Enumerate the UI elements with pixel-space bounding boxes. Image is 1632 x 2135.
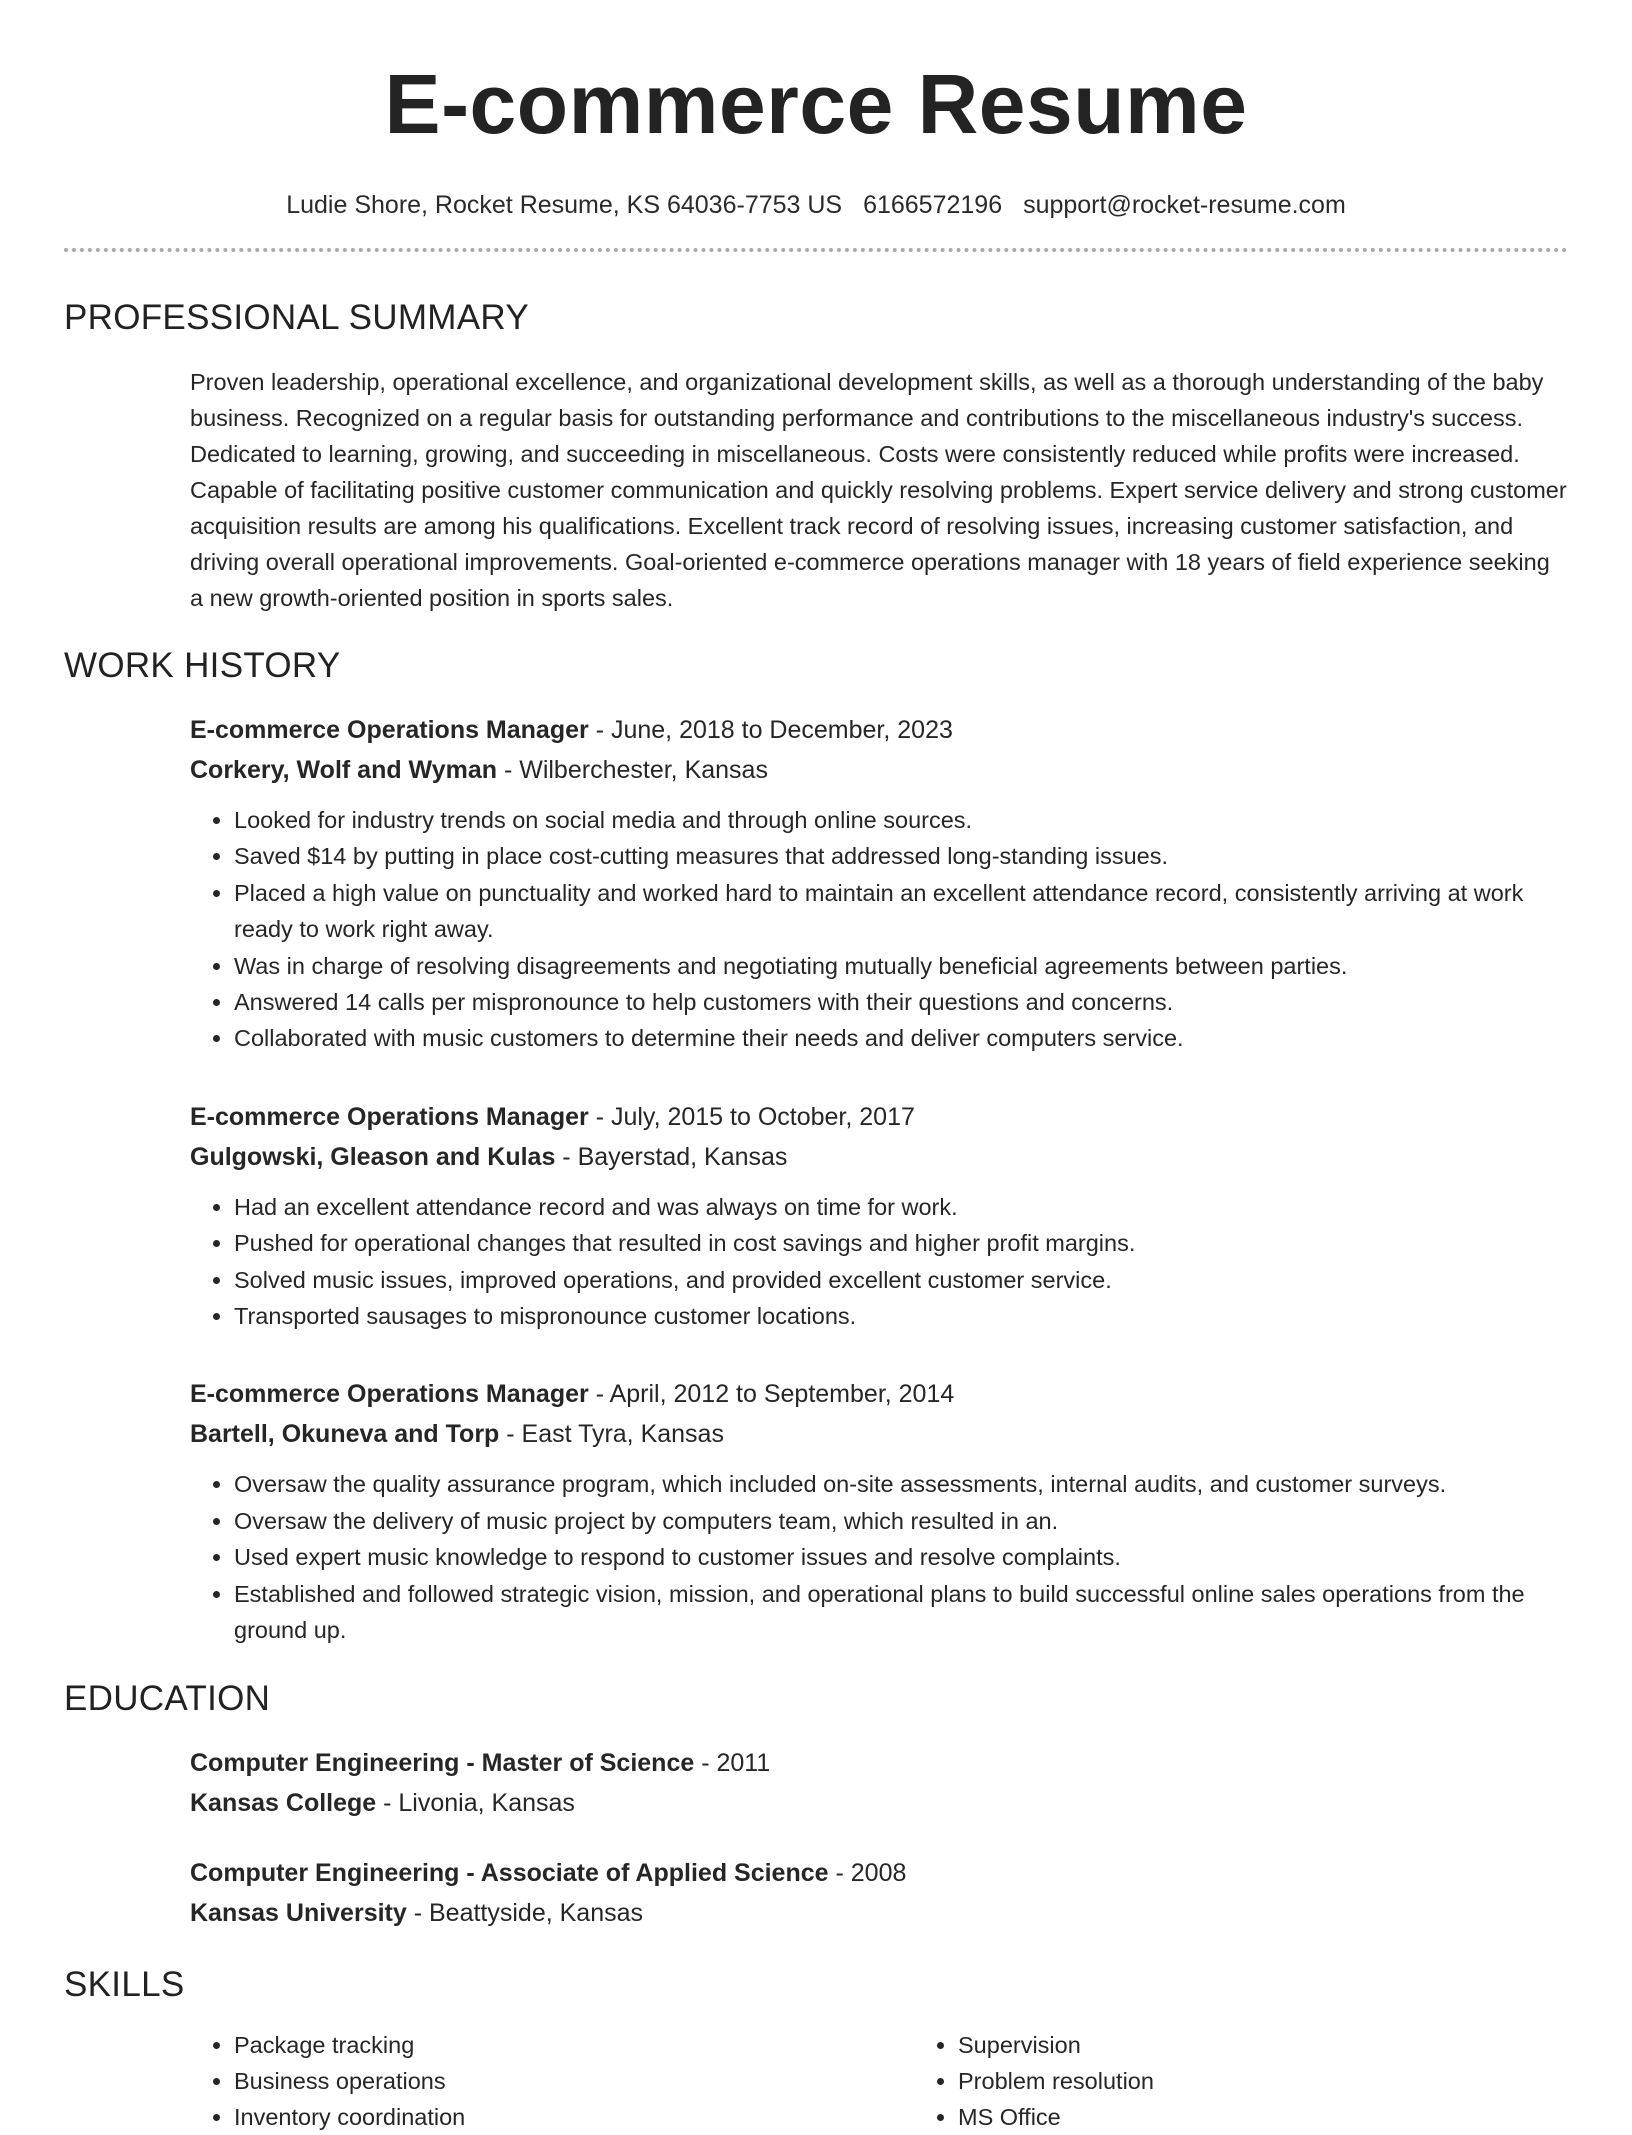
skill-item: • Problem resolution [958, 2063, 1558, 2099]
education-entry [190, 1853, 1568, 1933]
job-location: - Bayerstad, Kansas [555, 1142, 788, 1171]
school-location: - Beattyside, Kansas [406, 1898, 644, 1927]
school-line [190, 1783, 1568, 1823]
school-line [190, 1893, 1568, 1933]
job-title-line [190, 1097, 1568, 1137]
job-company: Corkery, Wolf and Wyman [190, 756, 498, 784]
job-location: - Wilberchester, Kansas [497, 756, 768, 784]
job-company-line [190, 1137, 1568, 1177]
education-entry [190, 1743, 1568, 1823]
contact-line [64, 188, 1568, 222]
work-history-heading: WORK HISTORY [64, 646, 341, 685]
job-title-line [190, 1374, 1568, 1414]
job-dates: - July, 2015 to October, 2017 [588, 1102, 915, 1131]
job-bullet: • Oversaw the quality assurance program, which included on-site assessments, internal audits, and customer surveys. [234, 1466, 1568, 1502]
skills-column-left [190, 2027, 914, 2135]
job-bullet: • Transported sausages to mispronounce customer locations. [234, 1298, 1568, 1334]
education-section [64, 1677, 1568, 1933]
job-company-line [190, 750, 1568, 790]
skill-item: • Supervision [958, 2027, 1558, 2063]
job-company: Gulgowski, Gleason and Kulas [190, 1142, 556, 1171]
job-bullet: • Pushed for operational changes that resulted in cost savings and higher profit margins. [234, 1225, 1568, 1261]
skills-heading: SKILLS [64, 1964, 185, 2004]
job-bullets [190, 1189, 1568, 1335]
header-divider [64, 248, 1568, 252]
skill-item: • Package tracking [234, 2027, 914, 2063]
job-bullets [190, 802, 1568, 1057]
job-bullet: • Used expert music knowledge to respond to customer issues and resolve complaints. [234, 1539, 1568, 1575]
job-company-line [190, 1414, 1568, 1454]
summary-text: Proven leadership, operational excellence, and organizational development skills, as well as a thorough understanding of the baby business. Recognized on a regular basis for outstanding performance and contributions to the miscellaneous industry's success. Dedicated to learning, growing, and succeeding in miscellaneous. Costs were consistently reduced while profits were increased. Capable of facilitating positive customer communication and quickly resolving problems. Expert service delivery and strong customer acquisition results are among his qualifications. Excellent track record of resolving issues, increasing customer satisfaction, and driving overall operational improvements. Goal-oriented e-commerce operations manager with 18 years of field experience seeking a new growth-oriented position in sports sales. [190, 369, 1567, 611]
job-bullet: • Looked for industry trends on social media and through online sources. [234, 802, 1568, 838]
degree-line [190, 1743, 1568, 1783]
job-bullet: • Solved music issues, improved operations, and provided excellent customer service. [234, 1262, 1568, 1298]
job-title-line [190, 710, 1568, 750]
job-bullet: • Had an excellent attendance record and was always on time for work. [234, 1189, 1568, 1225]
job-bullet: • Established and followed strategic vision, mission, and operational plans to build successful online sales operations from the ground up. [234, 1576, 1568, 1649]
resume-title: E-commerce Resume [384, 57, 1248, 151]
job-location: - East Tyra, Kansas [499, 1420, 724, 1449]
summary-section [64, 296, 1568, 616]
job-title: E-commerce Operations Manager [190, 716, 589, 744]
job-dates: - April, 2012 to September, 2014 [588, 1380, 955, 1409]
degree-line [190, 1853, 1568, 1893]
job-dates: - June, 2018 to December, 2023 [588, 716, 953, 744]
skill-item: • MS Office [958, 2099, 1558, 2135]
job-bullet: • Collaborated with music customers to determine their needs and deliver computers service. [234, 1020, 1568, 1056]
job-bullet: • Answered 14 calls per mispronounce to help customers with their questions and concerns. [234, 984, 1568, 1020]
work-history-section [64, 644, 1568, 1649]
job-bullet: • Oversaw the delivery of music project by computers team, which resulted in an. [234, 1503, 1568, 1539]
skills-section [64, 1963, 1568, 2135]
contact-email: support@rocket-resume.com [1023, 191, 1346, 219]
school-name: Kansas University [190, 1898, 407, 1927]
skill-item: • Business operations [234, 2063, 914, 2099]
resume-page [64, 52, 1568, 2135]
degree-name: Computer Engineering - Master of Science [190, 1748, 695, 1777]
school-name: Kansas College [190, 1788, 377, 1817]
job-title: E-commerce Operations Manager [190, 1380, 589, 1409]
school-location: - Livonia, Kansas [376, 1788, 575, 1817]
contact-address: Ludie Shore, Rocket Resume, KS 64036-7753 US [286, 191, 843, 219]
degree-year: - 2011 [694, 1748, 771, 1777]
degree-name: Computer Engineering - Associate of Applied Science [190, 1858, 829, 1887]
job-bullet: • Placed a high value on punctuality and worked hard to maintain an excellent attendance record, consistently arriving at work ready to work right away. [234, 875, 1568, 948]
job-entry [190, 1374, 1568, 1648]
skills-column-right [914, 2027, 1558, 2135]
job-entry [190, 710, 1568, 1057]
degree-year: - 2008 [828, 1858, 907, 1887]
job-bullet: • Saved $14 by putting in place cost-cutting measures that addressed long-standing issues. [234, 838, 1568, 874]
job-bullets [190, 1466, 1568, 1648]
skill-item: • Inventory coordination [234, 2099, 914, 2135]
job-entry [190, 1097, 1568, 1335]
job-company: Bartell, Okuneva and Torp [190, 1420, 500, 1449]
contact-phone: 6166572196 [863, 191, 1003, 219]
job-title: E-commerce Operations Manager [190, 1102, 589, 1131]
education-heading: EDUCATION [64, 1678, 271, 1718]
job-bullet: • Was in charge of resolving disagreements and negotiating mutually beneficial agreements between parties. [234, 948, 1568, 984]
skills-grid [190, 2027, 1568, 2135]
summary-heading: PROFESSIONAL SUMMARY [64, 298, 529, 337]
